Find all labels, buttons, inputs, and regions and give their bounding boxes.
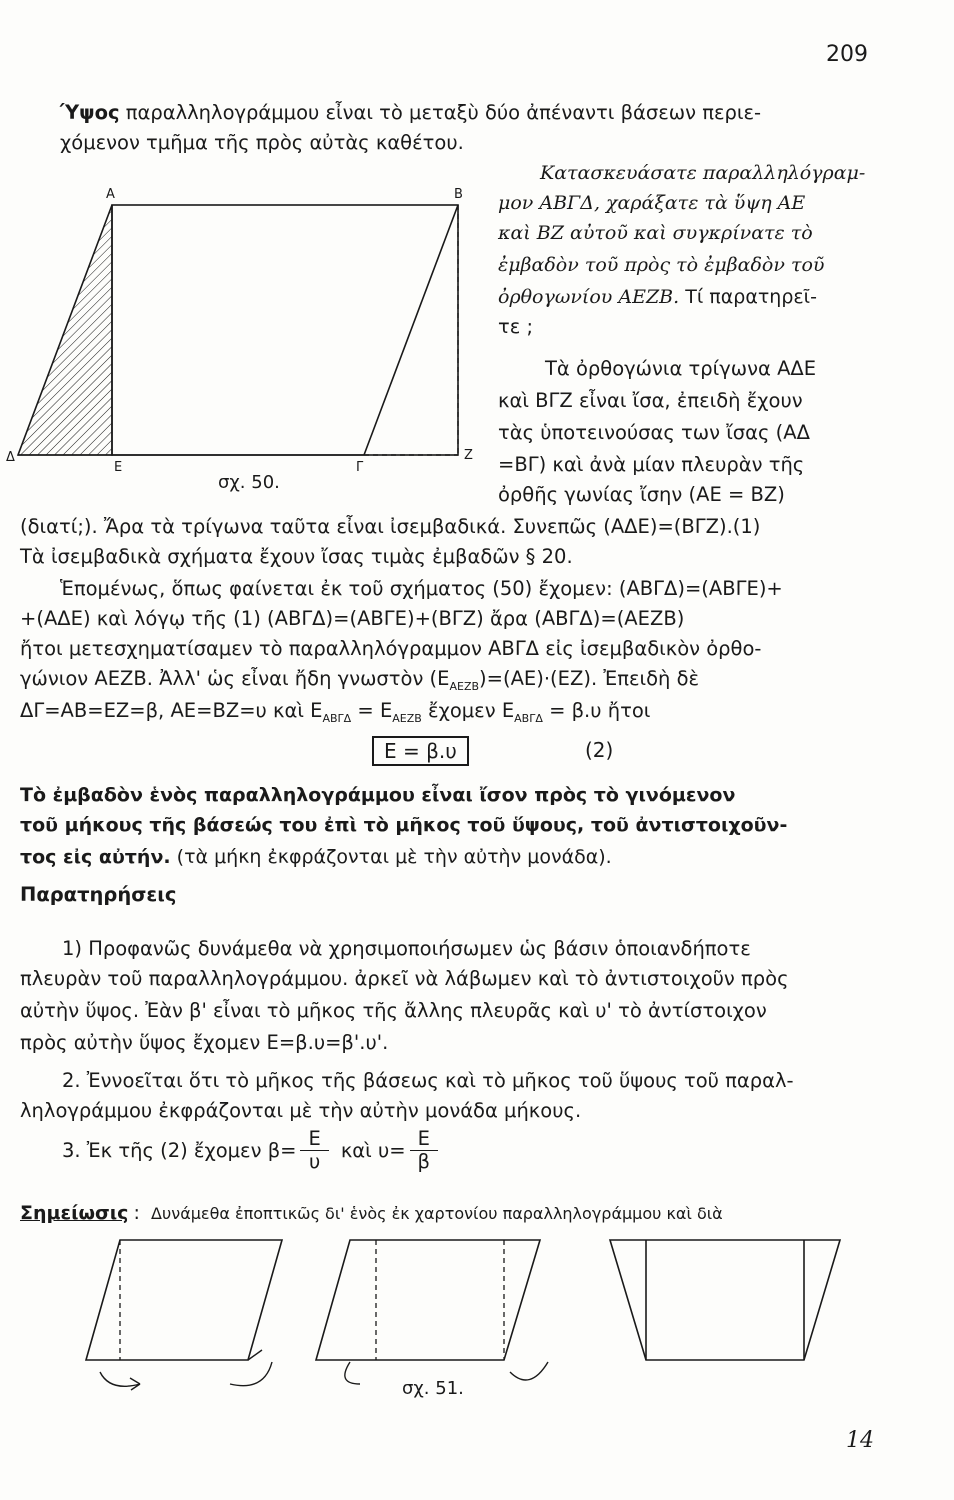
fraction-1-denominator: υ <box>309 1150 321 1173</box>
side-line-5-italic: ὀρθογωνίου ΑΕΖΒ. <box>498 286 680 308</box>
fraction-2-denominator: β <box>417 1150 430 1173</box>
note-text: Δυνάμεθα ἐποπτικῶς δι' ἑνὸς ἐκ χαρτονίου παραλληλογράμμου καὶ διὰ <box>151 1204 723 1223</box>
body-line-7-a: ΔΓ=ΑΒ=ΕΖ=β, ΑΕ=ΒΖ=υ καὶ Ε <box>20 699 323 722</box>
definition-term: Ύψος <box>60 101 120 124</box>
side-line-7: Τὰ ὀρθογώνια τρίγωνα ΑΔΕ <box>545 357 817 380</box>
body-line-6-b: )=(ΑΕ)·(ΕΖ). Ἐπειδὴ δὲ <box>479 667 700 690</box>
label-e: Ε <box>114 460 123 475</box>
side-line-8: καὶ ΒΓΖ εἶναι ἴσα, ἐπειδὴ ἔχουν <box>498 389 803 412</box>
body-line-3: Ἑπομένως, ὅπως φαίνεται ἐκ τοῦ σχήματος (50) ἔχομεν: (ΑΒΓΔ)=(ΑΒΓΕ)+ <box>60 577 783 600</box>
side-line-5-rest: Τί παρατηρεῖ- <box>685 286 817 308</box>
side-line-6: τε ; <box>498 315 534 338</box>
formula-box: Ε = β.υ <box>372 736 469 766</box>
body-line-5: ἤτοι μετεσχηματίσαμεν τὸ παραλληλόγραμμον ΑΒΓΔ εἰς ἰσεμβαδικὸν ὀρθο- <box>20 637 762 660</box>
side-line-10: =ΒΓ) καὶ ἀνὰ μίαν πλευρὰν τῆς <box>498 453 805 476</box>
fraction-1-numerator: Ε <box>300 1128 328 1151</box>
side-line-1: Κατασκευάσατε παραλληλόγραμ- <box>540 162 866 184</box>
theorem-line-2: τοῦ μήκους τῆς βάσεώς του ἐπὶ τὸ μῆκος τοῦ ὕψους, τοῦ ἀντιστοιχοῦν- <box>20 814 788 836</box>
body-line-6-sub: ΑΕΖΒ <box>449 679 480 693</box>
body-line-7-sub2: ΑΕΖΒ <box>392 711 422 725</box>
remark-2-line-1: 2. Ἐννοεῖται ὅτι τὸ μῆκος τῆς βάσεως καὶ τὸ μῆκος τοῦ ὕψους τοῦ παραλ- <box>62 1069 794 1092</box>
label-z: Ζ <box>464 448 473 463</box>
body-line-1: (διατί;). Ἄρα τὰ τρίγωνα ταῦτα εἶναι ἰσεμβαδικά. Συνεπῶς (ΑΔΕ)=(ΒΓΖ).(1) <box>20 515 761 538</box>
remark-3-mid: καὶ υ= <box>340 1138 406 1162</box>
remark-1-line-3: αὐτὴν ὕψος. Ἐὰν β' εἶναι τὸ μῆκος τῆς ἄλλης πλευρᾶς καὶ υ' τὸ ἀντίστοιχον <box>20 999 767 1022</box>
page-number: 209 <box>826 42 868 67</box>
figure-51-caption: σχ. 51. <box>402 1378 464 1399</box>
body-line-2: Τὰ ἰσεμβαδικὰ σχήματα ἔχουν ἴσας τιμὰς ἐμβαδῶν § 20. <box>20 545 573 568</box>
theorem-line-3-bold: τος εἰς αὐτήν. <box>20 846 171 868</box>
remark-1-line-2: πλευρὰν τοῦ παραλληλογράμμου. ἀρκεῖ νὰ λάβωμεν καὶ τὸ ἀντιστοιχοῦν πρὸς <box>20 967 789 990</box>
fraction-2-numerator: Ε <box>410 1128 438 1151</box>
side-line-2: μον ΑΒΓΔ, χαράξατε τὰ ὕψη ΑΕ <box>498 192 806 214</box>
note-colon: : <box>133 1202 140 1224</box>
label-g: Γ <box>356 460 364 475</box>
side-line-4: ἐμβαδὸν τοῦ πρὸς τὸ ἐμβαδὸν τοῦ <box>498 254 825 276</box>
side-line-9: τὰς ὑποτεινούσας των ἴσας (ΑΔ <box>498 421 810 444</box>
remark-2-line-2: ληλογράμμου ἐκφράζονται μὲ τὴν αὐτὴν μονάδα μήκους. <box>20 1099 582 1122</box>
fig51-middle <box>316 1240 548 1384</box>
body-line-7-sub3: ΑΒΓΔ <box>514 711 543 725</box>
theorem-line-1: Τὸ ἐμβαδὸν ἑνὸς παραλληλογράμμου εἶναι ἴσον πρὸς τὸ γινόμενον <box>20 784 736 806</box>
body-line-7-sub1: ΑΒΓΔ <box>322 711 352 725</box>
remark-1-line-4: πρὸς αὐτὴν ὕψος ἔχομεν Ε=β.υ=β'.υ'. <box>20 1031 389 1054</box>
fig51-right <box>610 1240 840 1360</box>
remark-1-line-1: 1) Προφανῶς δυνάμεθα νὰ χρησιμοποιήσωμεν ὡς βάσιν ὁποιανδήποτε <box>62 937 751 960</box>
label-d: Δ <box>6 450 15 465</box>
remarks-heading: Παρατηρήσεις <box>20 883 177 906</box>
body-line-4: +(ΑΔΕ) καὶ λόγῳ τῆς (1) (ΑΒΓΔ)=(ΑΒΓΕ)+(ΒΓΖ) ἄρα (ΑΒΓΔ)=(ΑΕΖΒ) <box>20 607 685 630</box>
figure-50-caption: σχ. 50. <box>218 472 280 493</box>
body-line-7-c: ἔχομεν Ε <box>421 699 515 722</box>
side-line-3: καὶ ΒΖ αὐτοῦ καὶ συγκρίνατε τὸ <box>498 222 813 244</box>
definition-line-2: χόμενον τμῆμα τῆς πρὸς αὐτὰς καθέτου. <box>60 131 464 154</box>
note-label: Σημείωσις <box>20 1202 129 1224</box>
body-line-7-d: = β.υ ἤτοι <box>542 699 651 722</box>
label-a: Α <box>106 187 115 202</box>
signature-number: 14 <box>846 1428 874 1453</box>
label-b: Β <box>454 187 463 202</box>
fig51-left <box>86 1240 282 1390</box>
body-line-7-b: = Ε <box>351 699 393 722</box>
remark-3-pre: 3. Ἐκ τῆς (2) ἔχομεν β= <box>62 1138 297 1162</box>
body-line-6-a: γώνιον ΑΕΖΒ. Ἀλλ' ὡς εἶναι ἤδη γνωστὸν (Ε <box>20 667 450 690</box>
side-line-11: ὀρθῆς γωνίας ἴσην (ΑΕ = ΒΖ) <box>498 483 785 506</box>
theorem-line-3-rest: (τὰ μήκη ἐκφράζονται μὲ τὴν αὐτὴν μονάδα). <box>176 846 612 868</box>
definition-text: παραλληλογράμμου εἶναι τὸ μεταξὺ δύο ἀπέναντι βάσεων περιε- <box>125 101 762 124</box>
formula-number: (2) <box>585 738 614 762</box>
